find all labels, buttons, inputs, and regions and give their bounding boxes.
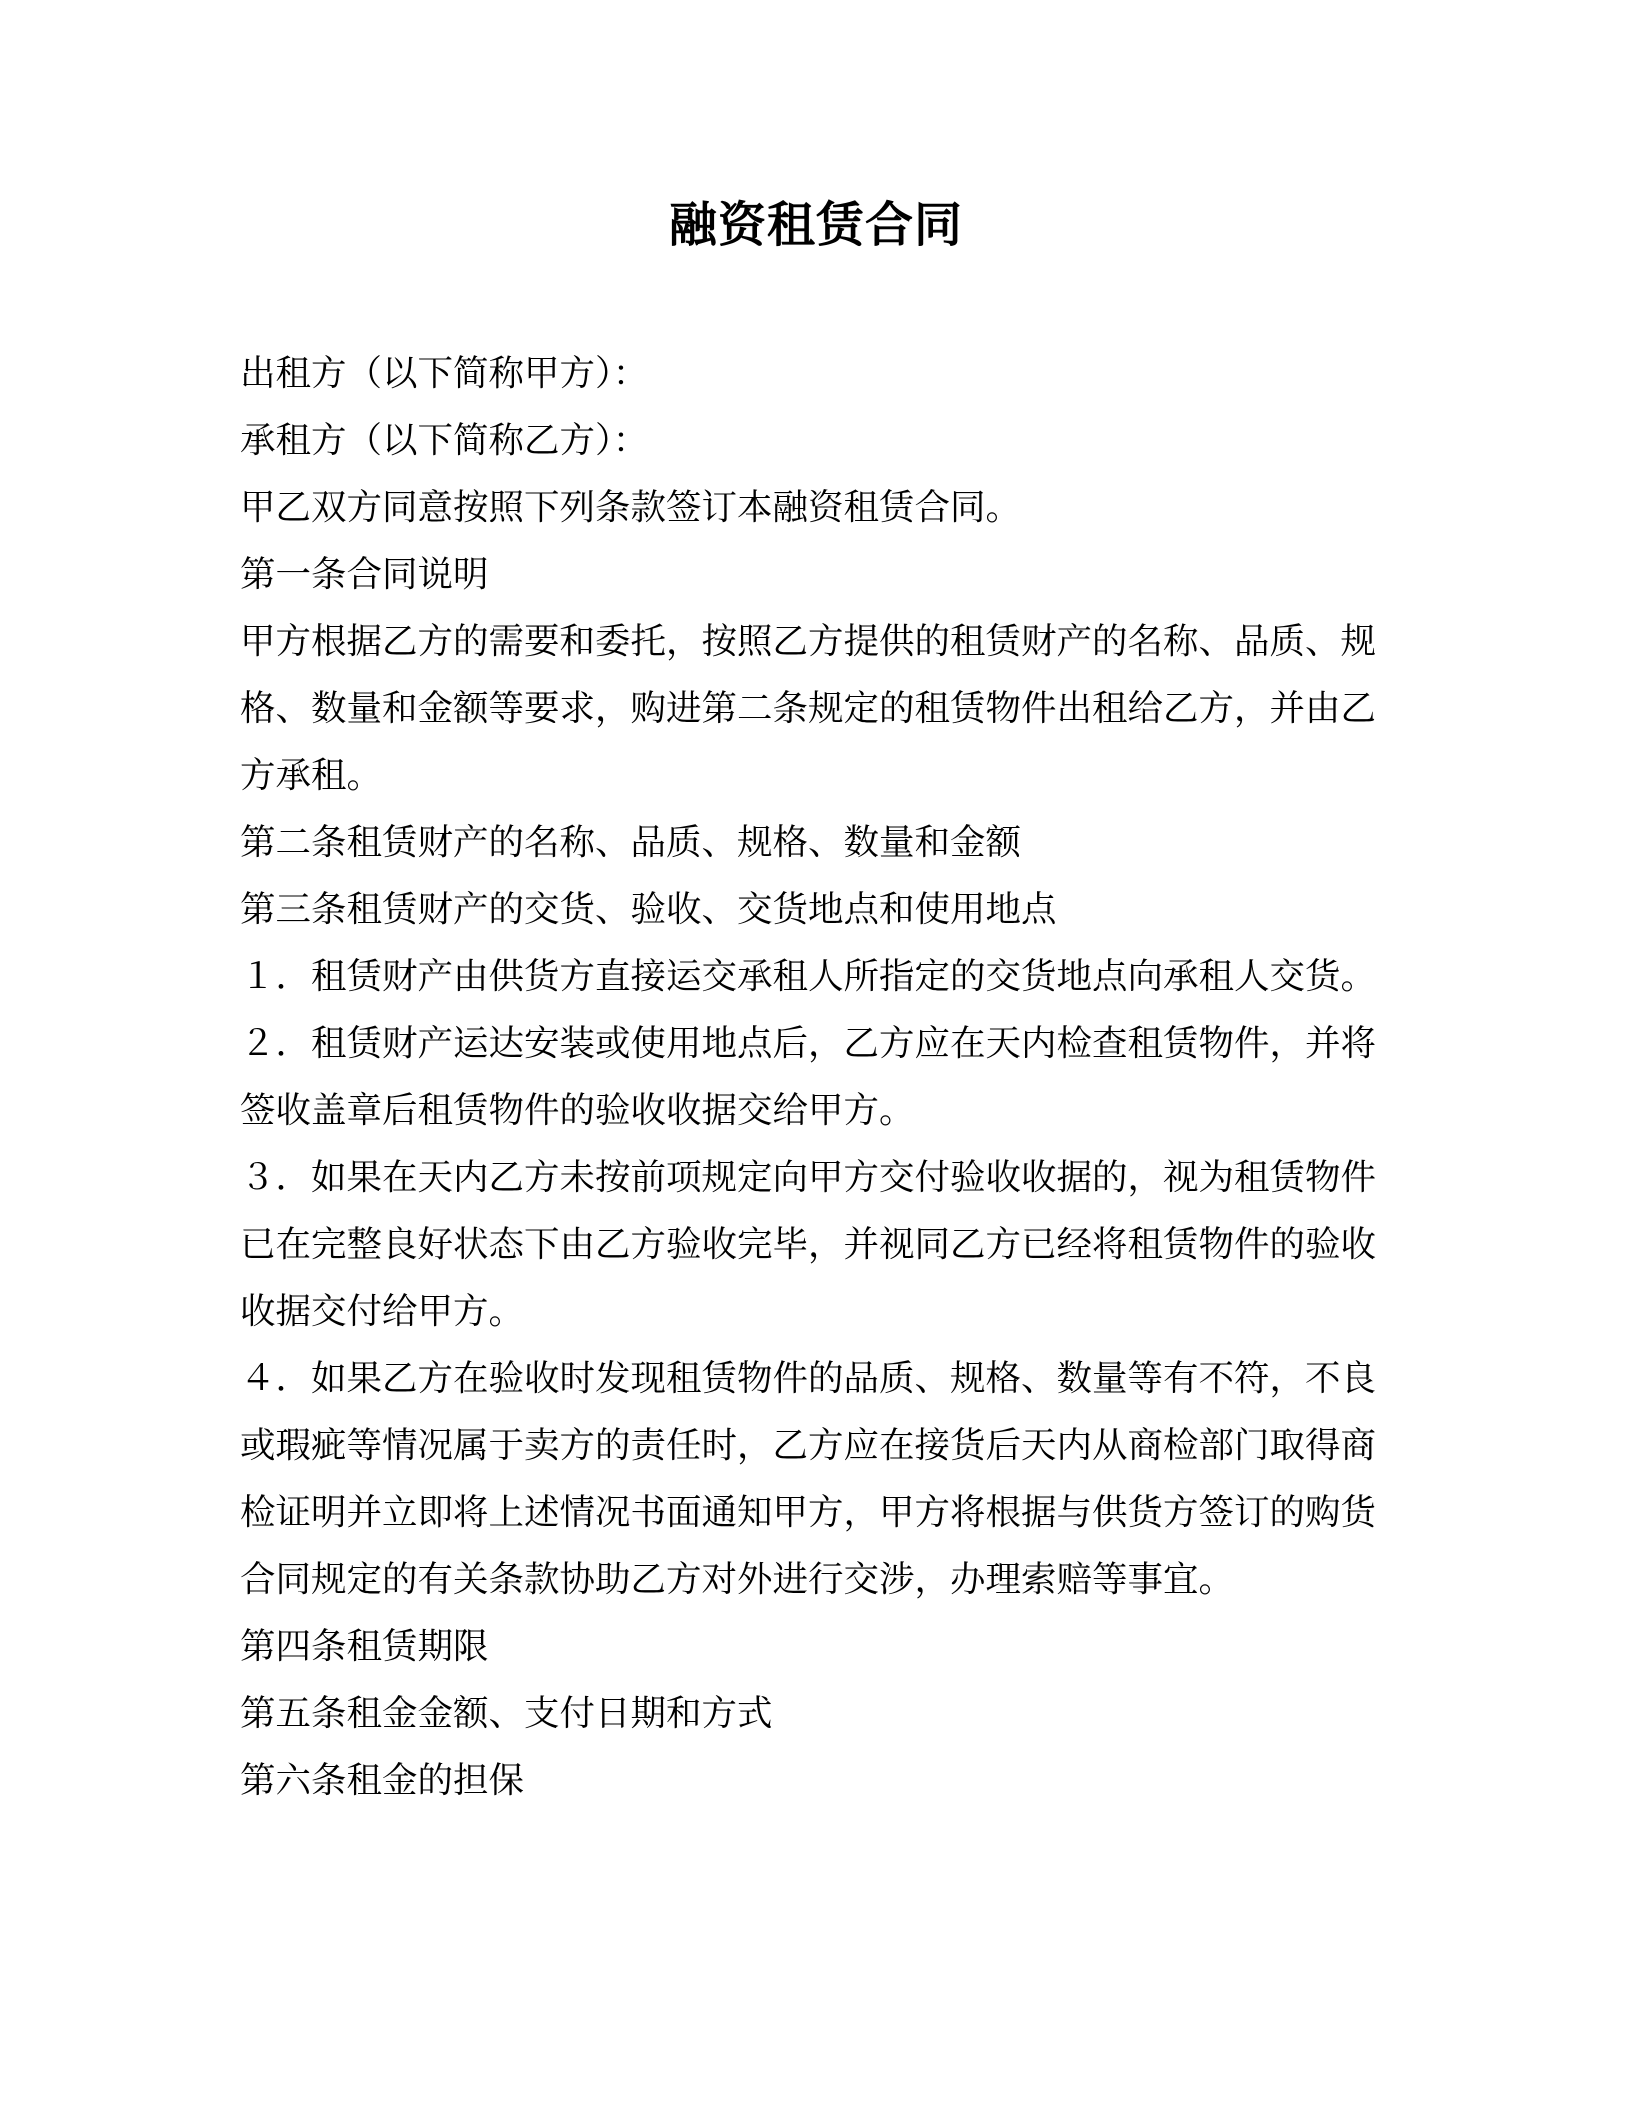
article-1-heading: 第一条合同说明 <box>240 554 489 595</box>
article-1-body: 甲方根据乙方的需要和委托，按照乙方提供的租赁财产的名称、品质、规格、数量和金额等要求，购进第二条规定的租赁物件出租给乙方，并由乙方承租。 <box>240 621 1377 796</box>
article-2-heading: 第二条租赁财产的名称、品质、规格、数量和金额 <box>240 822 1022 863</box>
lessor-line: 出租方（以下简称甲方）： <box>240 353 649 394</box>
article-3-item-3: ３．如果在天内乙方未按前项规定向甲方交付验收收据的，视为租赁物件已在完整良好状态下由乙方验收完毕，并视同乙方已经将租赁物件的验收收据交付给甲方。 <box>240 1157 1377 1332</box>
article-3-item-1: １．租赁财产由供货方直接运交承租人所指定的交货地点向承租人交货。 <box>240 956 1377 997</box>
article-3-heading: 第三条租赁财产的交货、验收、交货地点和使用地点 <box>240 889 1057 930</box>
article-3-item-2: ２．租赁财产运达安装或使用地点后，乙方应在天内检查租赁物件，并将签收盖章后租赁物件的验收收据交给甲方。 <box>240 1023 1377 1131</box>
lessee-line: 承租方（以下简称乙方）： <box>240 420 649 461</box>
article-6-heading: 第六条租金的担保 <box>240 1760 525 1801</box>
article-3-item-4: ４．如果乙方在验收时发现租赁物件的品质、规格、数量等有不符，不良或瑕疵等情况属于卖方的责任时，乙方应在接货后天内从商检部门取得商检证明并立即将上述情况书面通知甲方，甲方将根据与供货方签订的购货合同规定的有关条款协助乙方对外进行交涉，办理索赔等事宜。 <box>240 1358 1377 1600</box>
agreement-intro: 甲乙双方同意按照下列条款签订本融资租赁合同。 <box>240 487 1022 528</box>
article-4-heading: 第四条租赁期限 <box>240 1626 489 1667</box>
document-body <box>240 340 1390 1814</box>
article-5-heading: 第五条租金金额、支付日期和方式 <box>240 1693 773 1734</box>
document-title: 融资租赁合同 <box>668 197 963 253</box>
